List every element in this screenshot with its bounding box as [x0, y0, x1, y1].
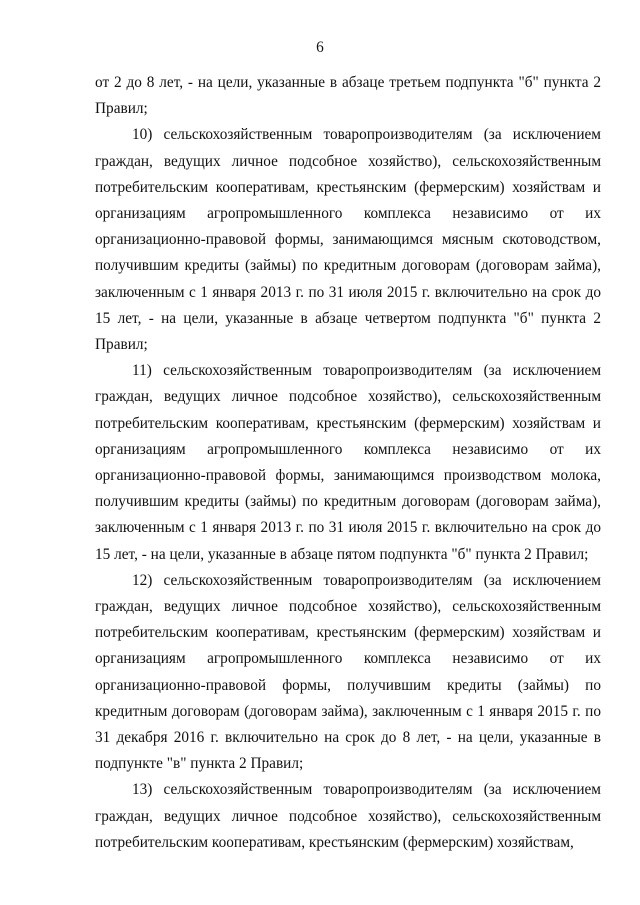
- text-line: 15 лет, - на цели, указанные в абзаце четвертом подпункта "б" пункта 2: [95, 309, 601, 327]
- text-line: потребительским кооперативам, крестьянским (фермерским) хозяйствам и: [95, 178, 601, 196]
- text-line: организациям агропромышленного комплекса независимо от их: [95, 205, 601, 223]
- text-line: Правил;: [95, 100, 148, 118]
- text-line: потребительским кооперативам, крестьянским (фермерским) хозяйствам и: [95, 414, 601, 432]
- text-line: подпункте "в" пункта 2 Правил;: [95, 755, 304, 773]
- paragraph: [95, 777, 601, 856]
- text-line: заключенным с 1 января 2013 г. по 31 июля 2015 г. включительно на срок до: [95, 519, 601, 537]
- text-line: 31 декабря 2016 г. включительно на срок до 8 лет, - на цели, указанные в: [95, 729, 601, 747]
- text-line: граждан, ведущих личное подсобное хозяйство), сельскохозяйственным: [95, 388, 601, 406]
- paragraph: [95, 358, 601, 568]
- text-line: 12) сельскохозяйственным товаропроизводителям (за исключением: [132, 571, 601, 589]
- text-line: организациям агропромышленного комплекса независимо от их: [95, 440, 601, 458]
- text-line: заключенным с 1 января 2013 г. по 31 июля 2015 г. включительно на срок до: [95, 283, 601, 301]
- text-line: кредитным договорам (договорам займа), заключенным с 1 января 2015 г. по: [95, 702, 601, 720]
- text-line: организациям агропромышленного комплекса независимо от их: [95, 650, 601, 668]
- text-line: граждан, ведущих личное подсобное хозяйство), сельскохозяйственным: [95, 152, 601, 170]
- text-line: организационно-правовой формы, занимающимся мясным скотоводством,: [95, 231, 601, 249]
- paragraph: [95, 568, 601, 778]
- text-line: организационно-правовой формы, получившим кредиты (займы) по: [95, 676, 601, 694]
- page-number: 6: [316, 39, 324, 56]
- paragraph: [95, 122, 601, 358]
- text-line: Правил;: [95, 336, 148, 354]
- text-line: граждан, ведущих личное подсобное хозяйство), сельскохозяйственным: [95, 598, 601, 616]
- document-body: [95, 70, 601, 856]
- text-line: потребительским кооперативам, крестьянским (фермерским) хозяйствам,: [95, 833, 574, 851]
- paragraph: [95, 70, 601, 122]
- text-line: от 2 до 8 лет, - на цели, указанные в абзаце третьем подпункта "б" пункта 2: [95, 74, 601, 91]
- text-line: потребительским кооперативам, крестьянским (фермерским) хозяйствам и: [95, 624, 601, 642]
- text-line: граждан, ведущих личное подсобное хозяйство), сельскохозяйственным: [95, 807, 601, 825]
- text-line: получившим кредиты (займы) по кредитным договорам (договорам займа),: [95, 493, 601, 511]
- text-line: 11) сельскохозяйственным товаропроизводителям (за исключением: [132, 362, 601, 380]
- text-line: 10) сельскохозяйственным товаропроизводителям (за исключением: [132, 126, 601, 144]
- text-line: получившим кредиты (займы) по кредитным договорам (договорам займа),: [95, 257, 601, 275]
- text-line: 13) сельскохозяйственным товаропроизводителям (за исключением: [132, 781, 601, 799]
- text-line: организационно-правовой формы, занимающимся производством молока,: [95, 467, 601, 485]
- text-line: 15 лет, - на цели, указанные в абзаце пятом подпункта "б" пункта 2 Правил;: [95, 545, 589, 563]
